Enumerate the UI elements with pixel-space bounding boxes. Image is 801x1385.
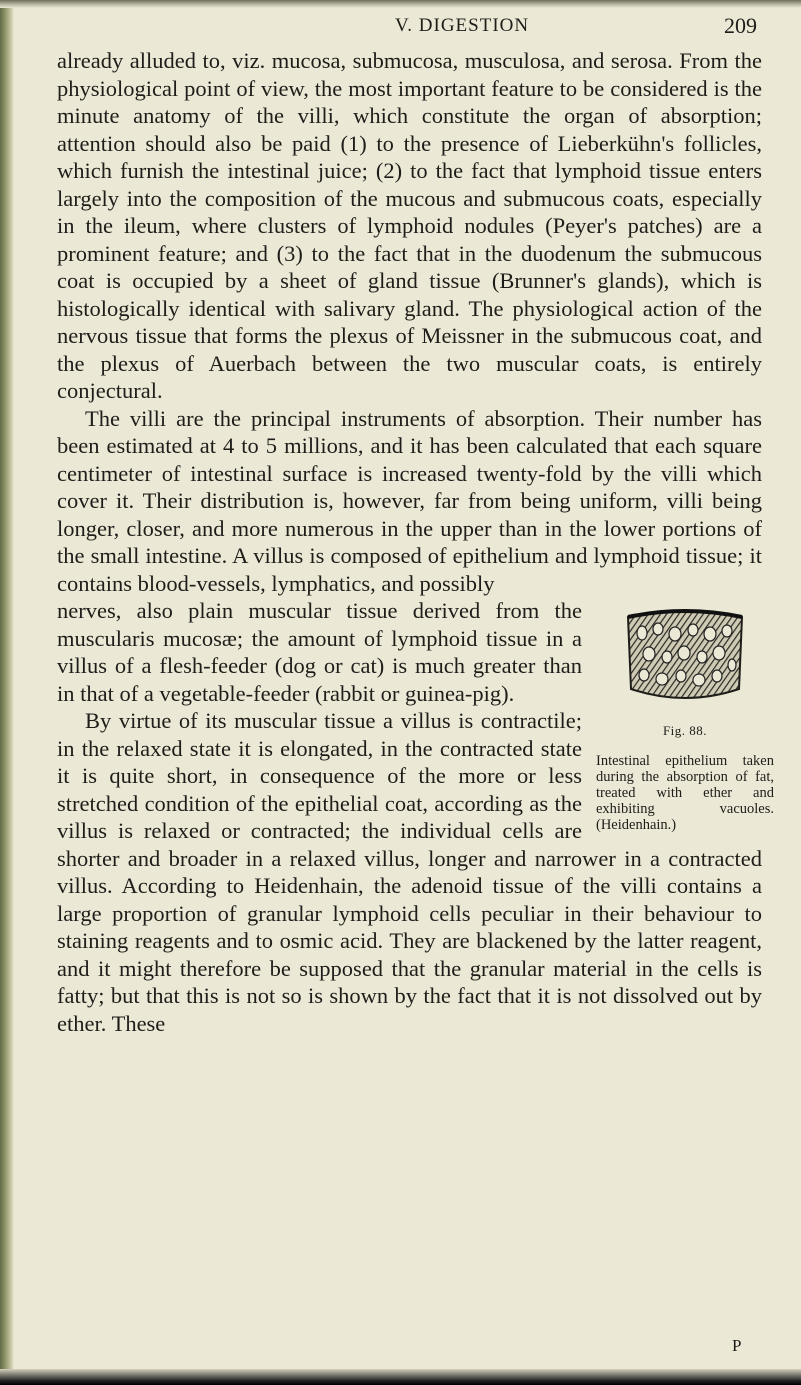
paragraph-4: By virtue of its muscular tissue a villus is contractile; in the relaxed state it is elongated, in the contracted state it is quite short, in consequence of the more or less stretched condition of the epithelial coat, according as the villus is relaxed or contracted; the individual cells are shorter and broader in a relaxed villus, longer and narrower in a contracted villus. According to Heidenhain, the adenoid tissue of the villi contains a large proportion of granular lymphoid cells peculiar in their behaviour to staining reagents and to osmic acid. They are blackened by the latter reagent, and it might therefore be supposed that the granular material in the cells is fatty; but that this is not so is shown by the fact that it is not dissolved out by ether. These [57, 708, 762, 1036]
running-head [0, 13, 801, 43]
page-bottom-edge [0, 1369, 801, 1385]
body-text [57, 47, 774, 1037]
paragraph-1: already alluded to, viz. mucosa, submucosa, musculosa, and serosa. From the physiological point of view, the most important feature to be considered is the minute anatomy of the villi, which constitute the organ of absorption; attention should also be paid (1) to the presence of Lieberkühn's follicles, which furnish the intestinal juice; (2) to the fact that lymphoid tissue enters largely into the composition of the mucous and submucous coats, especially in the ileum, where clusters of lymphoid nodules (Peyer's patches) are a prominent feature; and (3) to the fact that in the duodenum the submucous coat is occupied by a sheet of gland tissue (Brunner's glands), which is histologically identical with salivary gland. The physiological action of the nervous tissue that forms the plexus of Meissner in the submucous coat, and the plexus of Auerbach between the two muscular coats, is entirely conjectural. [57, 48, 762, 403]
villus-epithelium-illustration [622, 607, 748, 711]
book-spine-edge [0, 0, 14, 1385]
page-top-edge [0, 0, 801, 8]
figure-88 [594, 607, 776, 833]
figure-label: Fig. 88. [662, 723, 708, 738]
paragraph-2: The villi are the principal instruments of absorption. Their number has been estimated at 4 to 5 millions, and it has been calculated that each square centimeter of intestinal surface is increased twenty-fold by the villi which cover it. Their distribution is, however, far from being uniform, villi being longer, closer, and more numerous in the upper than in the lower portions of the small intestine. A villus is composed of epithelium and lymphoid tissue; it contains blood-vessels, lymphatics, and possibly [57, 405, 762, 596]
figure-caption: Intestinal epithelium taken during the absorption of fat, treated with ether and exhibiting vacuoles. (Heidenhain.) [596, 752, 774, 833]
running-title: V. DIGESTION [395, 15, 530, 36]
paragraph-3: nerves, also plain muscular tissue derived from the muscularis mucosæ; the amount of lymphoid tissue in a villus of a flesh-feeder (dog or cat) is much greater than in that of a vegetable-feeder (rabbit or guinea-pig). [57, 598, 582, 706]
page-number: 209 [724, 13, 757, 38]
signature-mark: P [732, 1336, 742, 1355]
